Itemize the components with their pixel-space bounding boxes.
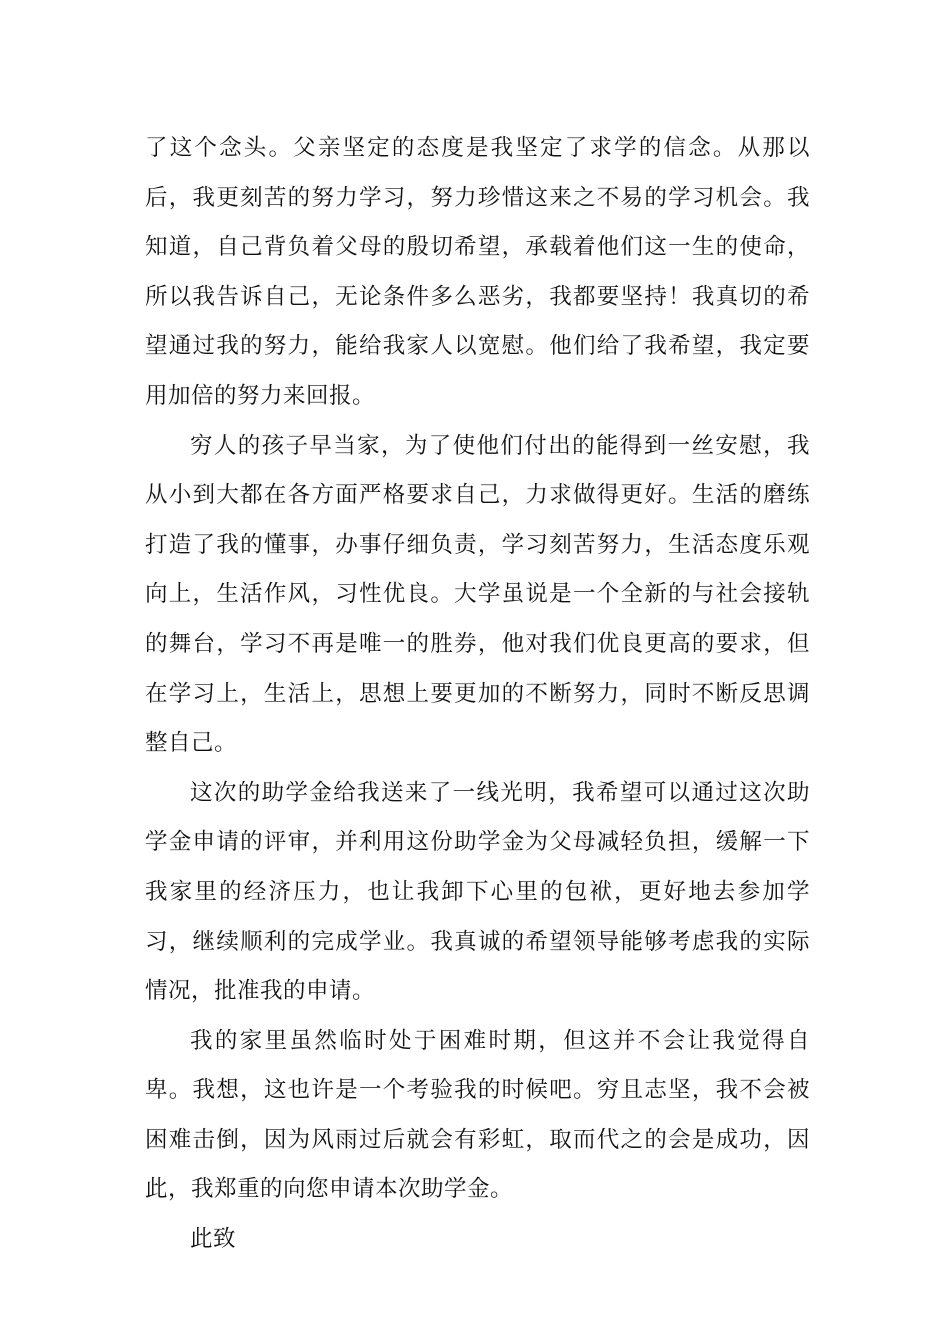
- paragraph-grant-request: 这次的助学金给我送来了一线光明，我希望可以通过这次助学金申请的评审，并利用这份助学金为父母减轻负担，缓解一下我家里的经济压力，也让我卸下心里的包袱，更好地去参加学习，继续顺利的完成学业。我真诚的希望领导能够考虑我的实际情况，批准我的申请。: [145, 779, 810, 1005]
- paragraph-resolve: 我的家里虽然临时处于困难时期，但这并不会让我觉得自卑。我想，这也许是一个考验我的时候吧。穷且志坚，我不会被困难击倒，因为风雨过后就会有彩虹，取而代之的会是成功，因此，我郑重的向您申请本次助学金。: [145, 1027, 810, 1203]
- letter-body: [145, 124, 810, 1265]
- paragraph-continuation: 了这个念头。父亲坚定的态度是我坚定了求学的信念。从那以后，我更刻苦的努力学习，努力珍惜这来之不易的学习机会。我知道，自己背负着父母的殷切希望，承载着他们这一生的使命，所以我告诉自己，无论条件多么恶劣，我都要坚持！我真切的希望通过我的努力，能给我家人以宽慰。他们给了我希望，我定要用加倍的努力来回报。: [145, 135, 810, 409]
- paragraph-self-discipline: 穷人的孩子早当家，为了使他们付出的能得到一丝安慰，我从小到大都在各方面严格要求自己，力求做得更好。生活的磨练打造了我的懂事，办事仔细负责，学习刻苦努力，生活态度乐观向上，生活作风，习性优良。大学虽说是一个全新的与社会接轨的舞台，学习不再是唯一的胜券，他对我们优良更高的要求，但在学习上，生活上，思想上要更加的不断努力，同时不断反思调整自己。: [145, 432, 810, 757]
- closing-salutation: 此致: [190, 1226, 237, 1253]
